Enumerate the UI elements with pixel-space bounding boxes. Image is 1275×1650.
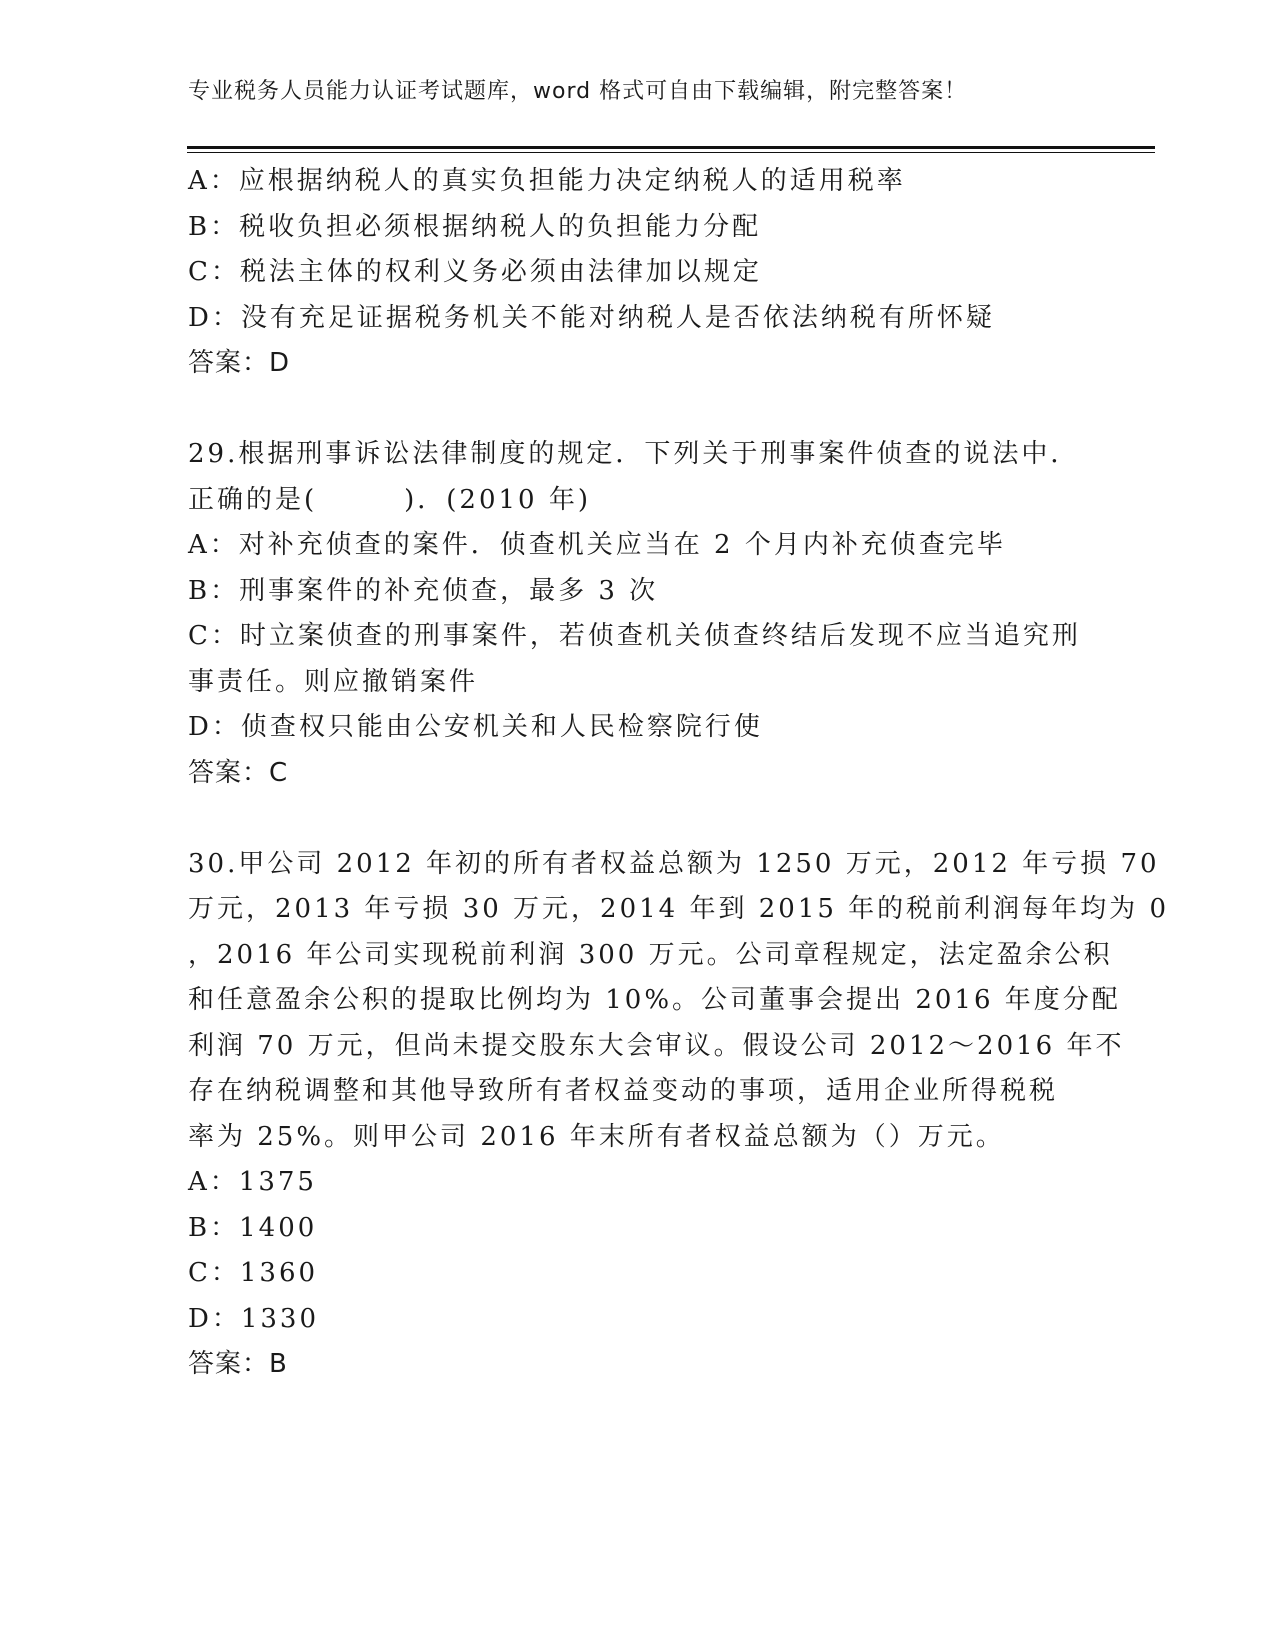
option-d: D：侦查权只能由公安机关和人民检察院行使 bbox=[188, 712, 763, 742]
question-29 bbox=[188, 432, 1088, 796]
question-stem-line: 30.甲公司 2012 年初的所有者权益总额为 1250 万元，2012 年亏损 70 bbox=[188, 848, 1160, 879]
answer-line: 答案：B bbox=[188, 1349, 288, 1379]
question-stem-line: 29.根据刑事诉讼法律制度的规定．下列关于刑事案件侦查的说法中． bbox=[188, 439, 1080, 469]
spacer bbox=[188, 387, 1088, 433]
option-d: D：1330 bbox=[188, 1303, 320, 1334]
option-b: B：1400 bbox=[188, 1212, 318, 1243]
question-stem-line: 利润 70 万元，但尚未提交股东大会审议。假设公司 2012～2016 年不 bbox=[188, 1030, 1125, 1061]
header-divider-thick bbox=[187, 146, 1155, 149]
question-stem-line: 存在纳税调整和其他导致所有者权益变动的事项，适用企业所得税税 bbox=[188, 1076, 1059, 1106]
option-b: B：刑事案件的补充侦查，最多 3 次 bbox=[188, 575, 659, 606]
option-a: A：应根据纳税人的真实负担能力决定纳税人的适用税率 bbox=[188, 166, 906, 196]
question-stem-line: 率为 25%。则甲公司 2016 年末所有者权益总额为（）万元。 bbox=[188, 1121, 1005, 1152]
question-stem-line: 万元，2013 年亏损 30 万元，2014 年到 2015 年的税前利润每年均为 0 bbox=[188, 894, 1169, 924]
question-28 bbox=[188, 159, 1088, 387]
question-stem-line: 正确的是( )．(2010 年) bbox=[188, 484, 592, 515]
question-stem-line: ，2016 年公司实现税前利润 300 万元。公司章程规定，法定盈余公积 bbox=[188, 939, 1113, 970]
option-d: D：没有充足证据税务机关不能对纳税人是否依法纳税有所怀疑 bbox=[188, 302, 995, 333]
option-c: C：时立案侦查的刑事案件，若侦查机关侦查终结后发现不应当追究刑 bbox=[188, 621, 1081, 651]
header-divider-thin bbox=[187, 152, 1155, 153]
page-header: 专业税务人员能力认证考试题库，word 格式可自由下载编辑，附完整答案！ bbox=[188, 79, 968, 104]
spacer bbox=[188, 796, 1088, 842]
option-c: C：税法主体的权利义务必须由法律加以规定 bbox=[188, 257, 762, 287]
option-c-continued: 事责任。则应撤销案件 bbox=[188, 666, 479, 697]
answer-line: 答案：C bbox=[188, 757, 289, 788]
option-a: A：对补充侦查的案件．侦查机关应当在 2 个月内补充侦查完毕 bbox=[188, 530, 1006, 560]
option-c: C：1360 bbox=[188, 1258, 319, 1288]
option-a: A：1375 bbox=[188, 1167, 317, 1197]
question-content bbox=[188, 159, 1169, 1388]
option-b: B：税收负担必须根据纳税人的负担能力分配 bbox=[188, 211, 762, 242]
answer-line: 答案：D bbox=[188, 348, 291, 378]
question-stem-line: 和任意盈余公积的提取比例均为 10%。公司董事会提出 2016 年度分配 bbox=[188, 985, 1121, 1015]
question-30 bbox=[188, 842, 1169, 1388]
